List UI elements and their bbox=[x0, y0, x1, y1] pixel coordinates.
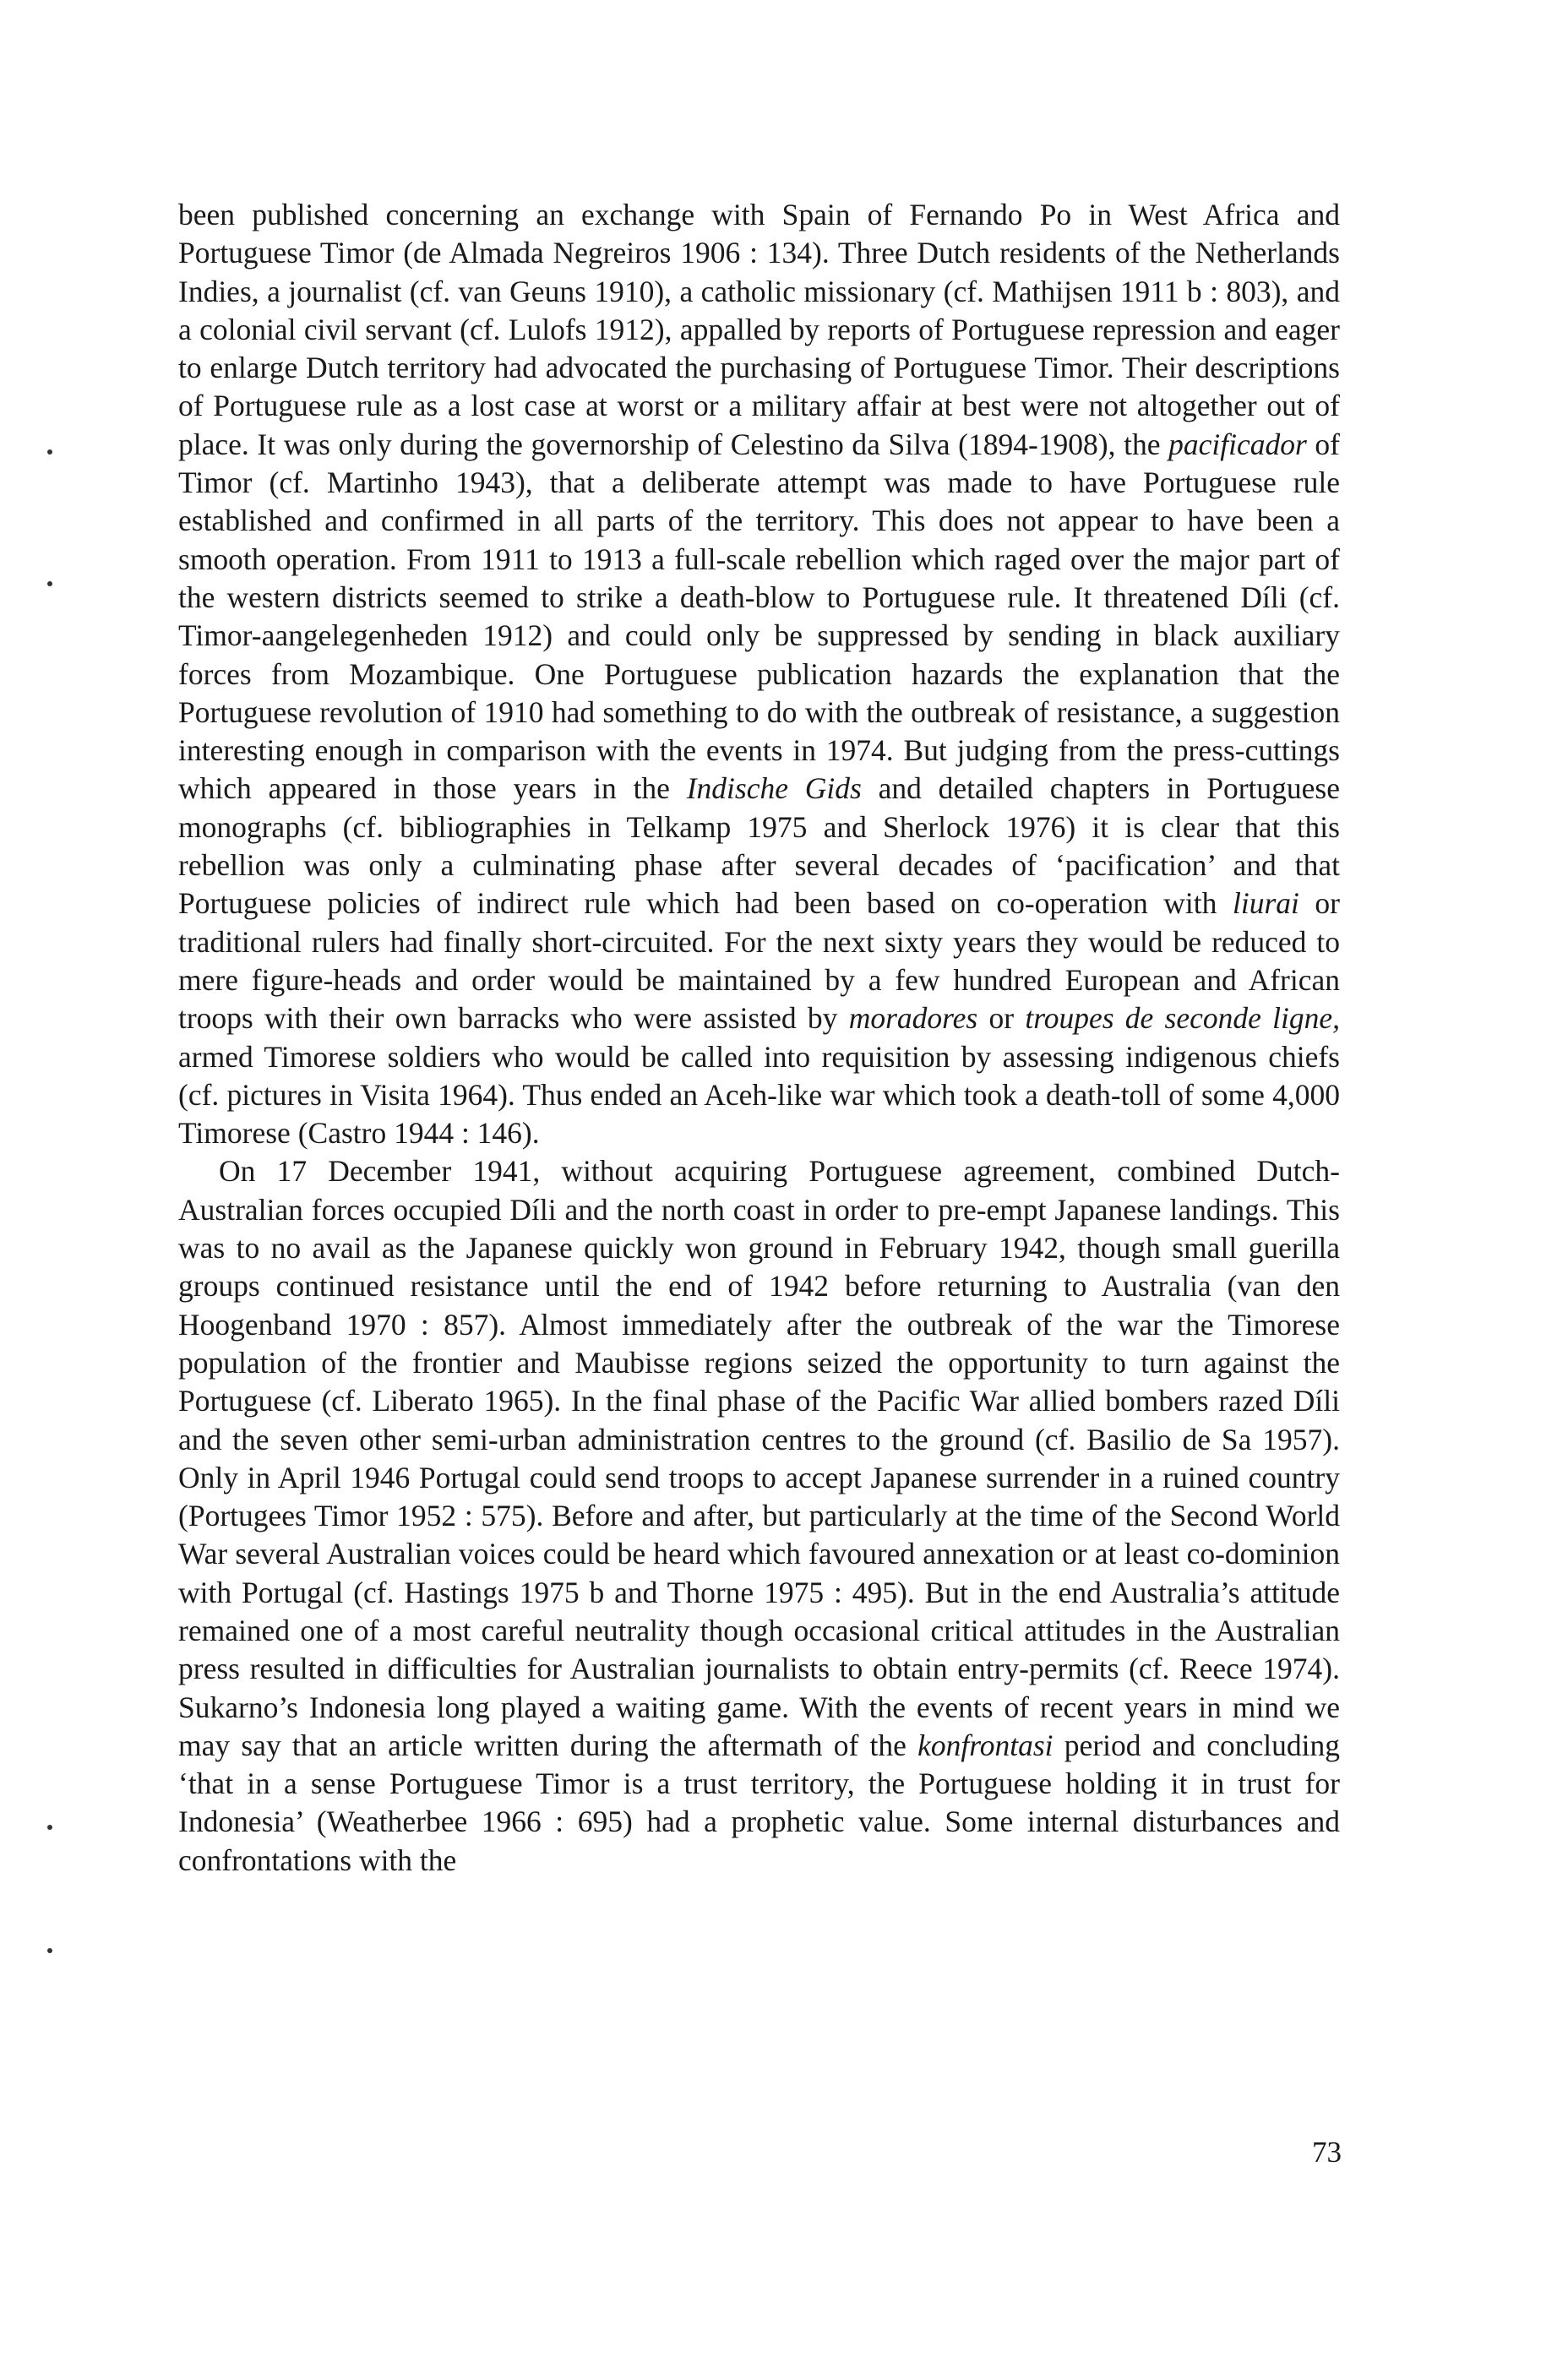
italic-term: konfrontasi bbox=[917, 1728, 1054, 1762]
paragraph-2 bbox=[178, 1152, 1340, 1880]
italic-term: troupes de seconde ligne, bbox=[1025, 1001, 1340, 1036]
margin-dot-mark bbox=[47, 1948, 52, 1953]
body-text bbox=[178, 196, 1340, 1880]
margin-dot-mark bbox=[47, 1825, 52, 1830]
text-segment: or traditional rulers had finally short-circuited. For the next sixty years they would be reduced to mere figure-heads and order would be maintained by a few hundred European and African troops with their own barracks who were assisted by bbox=[178, 886, 1341, 1036]
italic-term: liurai bbox=[1232, 886, 1299, 921]
page-number: 73 bbox=[1312, 2136, 1342, 2169]
text-segment: of Timor (cf. Martinho 1943), that a deliberate attempt was made to have Portuguese rule established and confirmed in all parts of the territory. This does not appear to have been a smooth operation. From 1911 to 1913 a full-scale rebellion which raged over the major part of the western districts seemed to strike a death-blow to Portuguese rule. It threatened Díli (cf. Timor-aangelegenheden 1912) and could only be suppressed by sending in black auxiliary forces from Mozambique. One Portuguese publication hazards the explanation that the Portuguese revolution of 1910 had something to do with the outbreak of resistance, a suggestion interesting enough in comparison with the events in 1974. But judging from the press-cuttings which appeared in those years in the bbox=[178, 427, 1340, 806]
text-segment: and detailed chapters in Portuguese monographs (cf. bibliographies in Telkamp 1975 and Sherlock 1976) it is clear that this rebellion was only a culminating phase after several decades of ‘pacification’ and that Portuguese policies of indirect rule which had been based on co-operation with bbox=[178, 771, 1340, 921]
paragraph-1 bbox=[178, 196, 1340, 1152]
margin-dot-mark bbox=[47, 581, 52, 586]
italic-term: moradores bbox=[848, 1001, 978, 1036]
text-segment: period and concluding ‘that in a sense Portuguese Timor is a trust territory, the Portuguese holding it in trust for Indonesia’ (Weatherbee 1966 : 695) had a prophetic value. Some internal disturbances and confrontations with the bbox=[178, 1728, 1340, 1877]
text-segment: or bbox=[977, 1001, 1026, 1036]
text-segment: On 17 December 1941, without acquiring Portuguese agreement, combined Dutch-Australian forces occupied Díli and the north coast in order to pre-empt Japanese landings. This was to no avail as the Japanese quickly won ground in February 1942, though small guerilla groups continued resistance until the end of 1942 before returning to Australia (van den Hoogenband 1970 : 857). Almost immediately after the outbreak of the war the Timorese population of the frontier and Maubisse regions seized the opportunity to turn against the Portuguese (cf. Liberato 1965). In the final phase of the Pacific War allied bombers razed Díli and the seven other semi-urban administration centres to the ground (cf. Basilio de Sa 1957). Only in April 1946 Portugal could send troops to accept Japanese surrender in a ruined country (Portugees Timor 1952 : 575). Before and after, but particularly at the time of the Second World War several Australian voices could be heard which favoured annexation or at least co-dominion with Portugal (cf. Hastings 1975 b and Thorne 1975 : 495). But in the end Australia’s attitude remained one of a most careful neutrality though occasional critical attitudes in the Australian press resulted in difficulties for Australian journalists to obtain entry-permits (cf. Reece 1974). Sukarno’s Indonesia long played a waiting game. With the events of recent years in mind we may say that an article written during the aftermath of the bbox=[178, 1154, 1340, 1762]
margin-dot-mark bbox=[47, 449, 52, 455]
italic-term: pacificador bbox=[1168, 427, 1307, 461]
italic-term: Indische Gids bbox=[686, 771, 862, 806]
text-segment: been published concerning an exchange with Spain of Fernando Po in West Africa and Portuguese Timor (de Almada Negreiros 1906 : 134). Three Dutch residents of the Netherlands Indies, a journalist (cf. van Geuns 1910), a catholic missionary (cf. Mathijsen 1911 b : 803), and a colonial civil servant (cf. Lulofs 1912), appalled by reports of Portuguese repression and eager to enlarge Dutch territory had advocated the purchasing of Portuguese Timor. Their descriptions of Portuguese rule as a lost case at worst or a military affair at best were not altogether out of place. It was only during the governorship of Celestino da Silva (1894-1908), the bbox=[178, 198, 1340, 461]
text-segment: armed Timorese soldiers who would be called into requisition by assessing indigenous chiefs (cf. pictures in Visita 1964). Thus ended an Aceh-like war which took a death-toll of some 4,000 Timorese (Castro 1944 : 146). bbox=[178, 1039, 1340, 1151]
